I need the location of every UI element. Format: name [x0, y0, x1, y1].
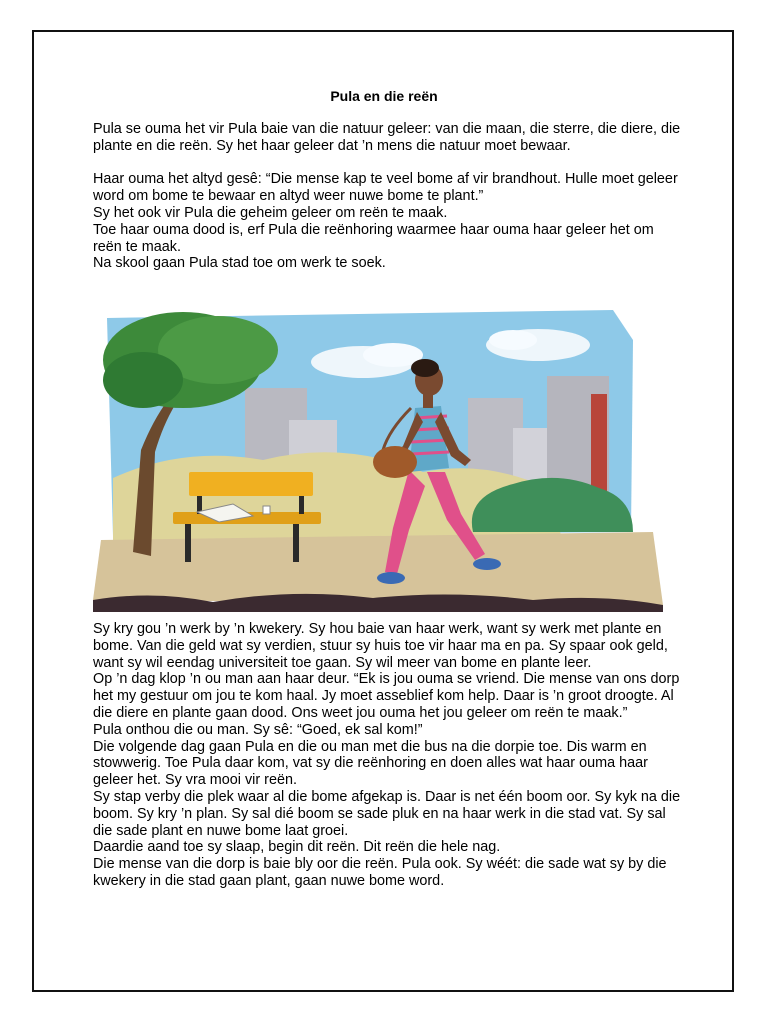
document-title: Pula en die reën	[330, 88, 438, 104]
story-line: Daardie aand toe sy slaap, begin dit reën. Dit reën die hele nag.	[93, 839, 501, 856]
story-line: Op ’n dag klop ’n ou man aan haar deur. “Ek is jou ouma se vriend. Die mense van ons dorp het my gestuur om jou te kom haal. Jy moet asseblief kom help. Daar is ’n groot droogte. Al die diere en plante gaan dood. Ons weet jou ouma het jou geleer om reën te maak.”	[93, 671, 680, 721]
story-text	[93, 621, 683, 890]
intro-line: Haar ouma het altyd gesê: “Die mense kap te veel bome af vir brandhout. Hulle moet geleer word om bome te bewaar en altyd weer nuwe bome te plant.”	[93, 171, 678, 205]
intro-line: Sy het ook vir Pula die geheim geleer om reën te maak.	[93, 204, 448, 221]
paragraph-gap	[93, 155, 683, 172]
story-line: Die volgende dag gaan Pula en die ou man met die bus na die dorpie toe. Dis warm en stowwerig. Toe Pula daar kom, vat sy die reënhoring en doen alles wat haar ouma haar geleer het. Sy vra mooi vir reën.	[93, 738, 648, 789]
intro-line: Toe haar ouma dood is, erf Pula die reënhoring waarmee haar ouma haar geleer het om reën te maak.	[93, 221, 654, 255]
story-line: Sy stap verby die plek waar al die bome afgekap is. Daar is net één boom oor. Sy kyk na die boom. Sy kry ’n plan. Sy sal dié boom se sade pluk en na haar werk in die stad vat. Sy sal die sade plant en nuwe bome laat groei.	[93, 788, 681, 839]
intro-text	[93, 121, 683, 272]
intro-paragraph: Pula se ouma het vir Pula baie van die natuur geleer: van die maan, die sterre, die diere, die plante en die reën. Sy het haar geleer dat ’n mens die natuur moet bewaar.	[93, 121, 681, 154]
story-line: Die mense van die dorp is baie bly oor die reën. Pula ook. Sy wéét: die sade wat sy by die kwekery in die stad gaan plant, gaan nuwe bome word.	[93, 856, 667, 889]
story-line: Pula onthou die ou man. Sy sê: “Goed, ek sal kom!”	[93, 721, 423, 738]
story-line: Sy kry gou ’n werk by ’n kwekery. Sy hou baie van haar werk, want sy werk met plante en bome. Van die geld wat sy verdien, stuur sy huis toe vir haar ma en pa. Sy spaar ook geld, want sy wil eendag universiteit toe gaan. Sy wil meer van bome en plante leer.	[93, 621, 668, 671]
story-illustration	[93, 300, 663, 612]
intro-line: Na skool gaan Pula stad toe om werk te soek.	[93, 255, 386, 272]
